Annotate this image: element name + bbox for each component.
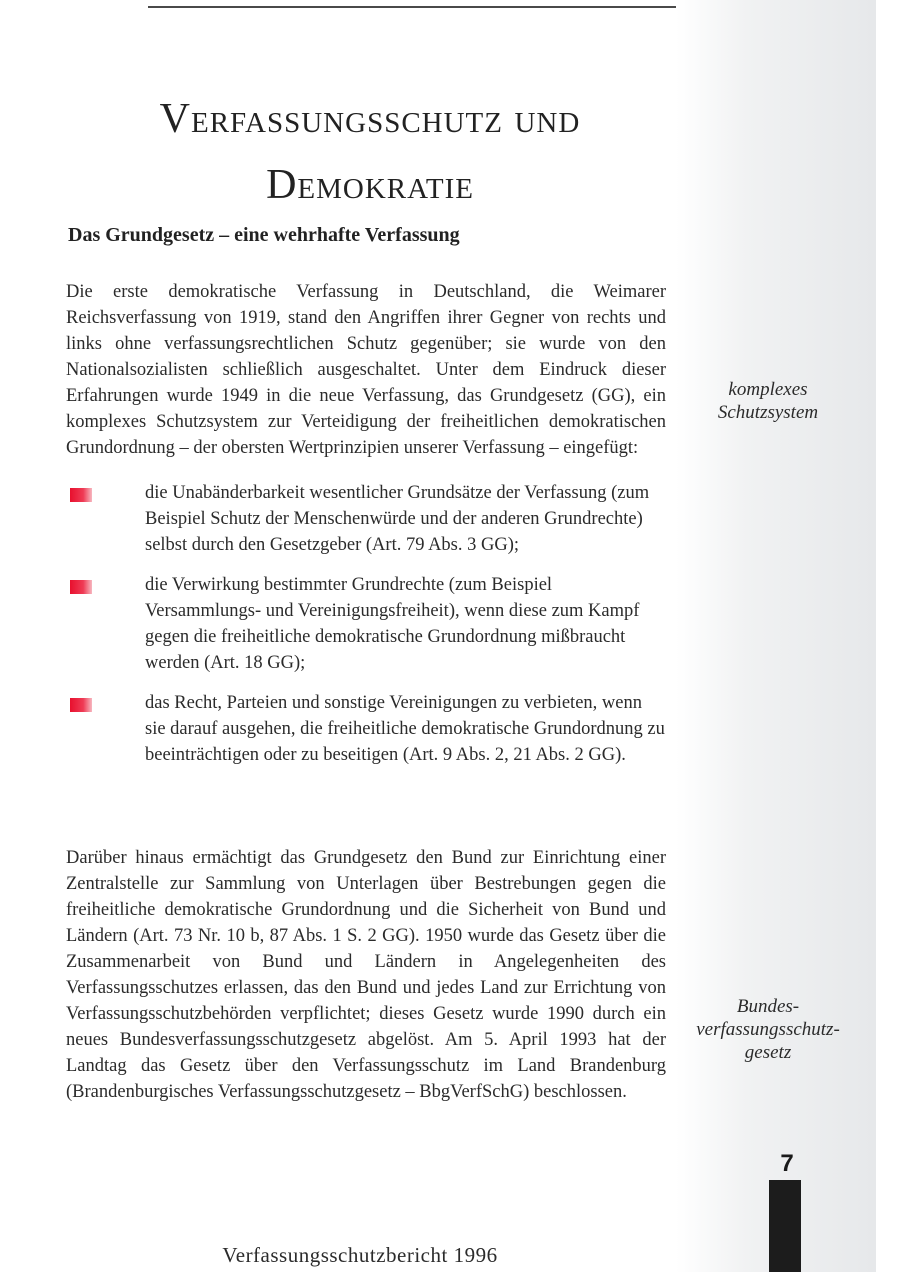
red-square-bullet-icon	[70, 580, 92, 594]
page-number: 7	[780, 1150, 794, 1177]
red-square-bullet-icon	[70, 698, 92, 712]
section-heading: Das Grundgesetz – eine wehrhafte Verfassung	[68, 224, 460, 246]
list-item-text: das Recht, Parteien und sonstige Vereinigungen zu verbieten, wenn sie darauf ausgehen, die freiheitliche demokratische Grundordnung zu beeinträchtigen oder zu beseitigen (Art. 9 Abs. 2, 21 Abs. 2 GG).	[145, 693, 665, 765]
top-rule	[148, 6, 708, 8]
red-square-bullet-icon	[70, 488, 92, 502]
page-title-line1: Verfassungsschutz und	[159, 96, 581, 143]
list-item-text: die Unabänderbarkeit wesentlicher Grundsätze der Verfassung (zum Beispiel Schutz der Menschenwürde und der anderen Grundrechte) selbst durch den Gesetzgeber (Art. 79 Abs. 3 GG);	[145, 483, 650, 555]
margin-note-line: Schutzsystem	[717, 402, 819, 423]
margin-note-line: komplexes	[728, 379, 808, 400]
list-item	[66, 572, 666, 676]
intro-paragraph: Die erste demokratische Verfassung in Deutschland, die Weimarer Reichsverfassung von 1919, stand den Angriffen ihrer Gegner von rechts und links ohne verfassungsrechtlichen Schutz gegenüber; sie wurde von den Nationalsozialisten schließlich ausgeschaltet. Unter dem Eindruck dieser Erfahrungen wurde 1949 in die neue Verfassung, das Grundgesetz (GG), ein komplexes Schutzsystem zur Verteidigung der freiheitlichen demokratischen Grundordnung – der obersten Wertprinzipien unserer Verfassung – eingefügt:	[66, 281, 666, 458]
page-title-line2: Demokratie	[266, 162, 474, 209]
page-title	[0, 86, 740, 218]
margin-note-line: verfassungsschutz-	[696, 1019, 840, 1040]
margin-note-gesetz	[668, 995, 868, 1064]
margin-note-line: Bundes-	[736, 996, 800, 1017]
protection-list	[66, 480, 666, 782]
second-paragraph: Darüber hinaus ermächtigt das Grundgesetz den Bund zur Einrichtung einer Zentralstelle zur Sammlung von Unterlagen über Bestrebungen gegen die freiheitliche demokratische Grundordnung und die Sicherheit von Bund und Ländern (Art. 73 Nr. 10 b, 87 Abs. 1 S. 2 GG). 1950 wurde das Gesetz über die Zusammenarbeit von Bund und Ländern in Angelegenheiten des Verfassungsschutzes erlassen, das den Bund und jedes Land zur Errichtung von Verfassungsschutzbehörden verpflichtet; dieses Gesetz wurde 1990 durch ein neues Bundesverfassungsschutzgesetz abgelöst. Am 5. April 1993 hat der Landtag das Gesetz über den Verfassungsschutz im Land Brandenburg (Brandenburgisches Verfassungsschutzgesetz – BbgVerfSchG) beschlossen.	[66, 847, 666, 1102]
margin-note-schutzsystem	[668, 378, 868, 424]
list-item	[66, 480, 666, 558]
page-tab-marker	[769, 1180, 801, 1272]
list-item-text: die Verwirkung bestimmter Grundrechte (zum Beispiel Versammlungs- und Vereinigungsfreiheit), wenn diese zum Kampf gegen die freiheitliche demokratische Grundordnung mißbraucht werden (Art. 18 GG);	[145, 575, 640, 673]
margin-note-line: gesetz	[744, 1042, 792, 1063]
footer-text: Verfassungsschutzbericht 1996	[222, 1243, 498, 1267]
list-item	[66, 690, 666, 768]
